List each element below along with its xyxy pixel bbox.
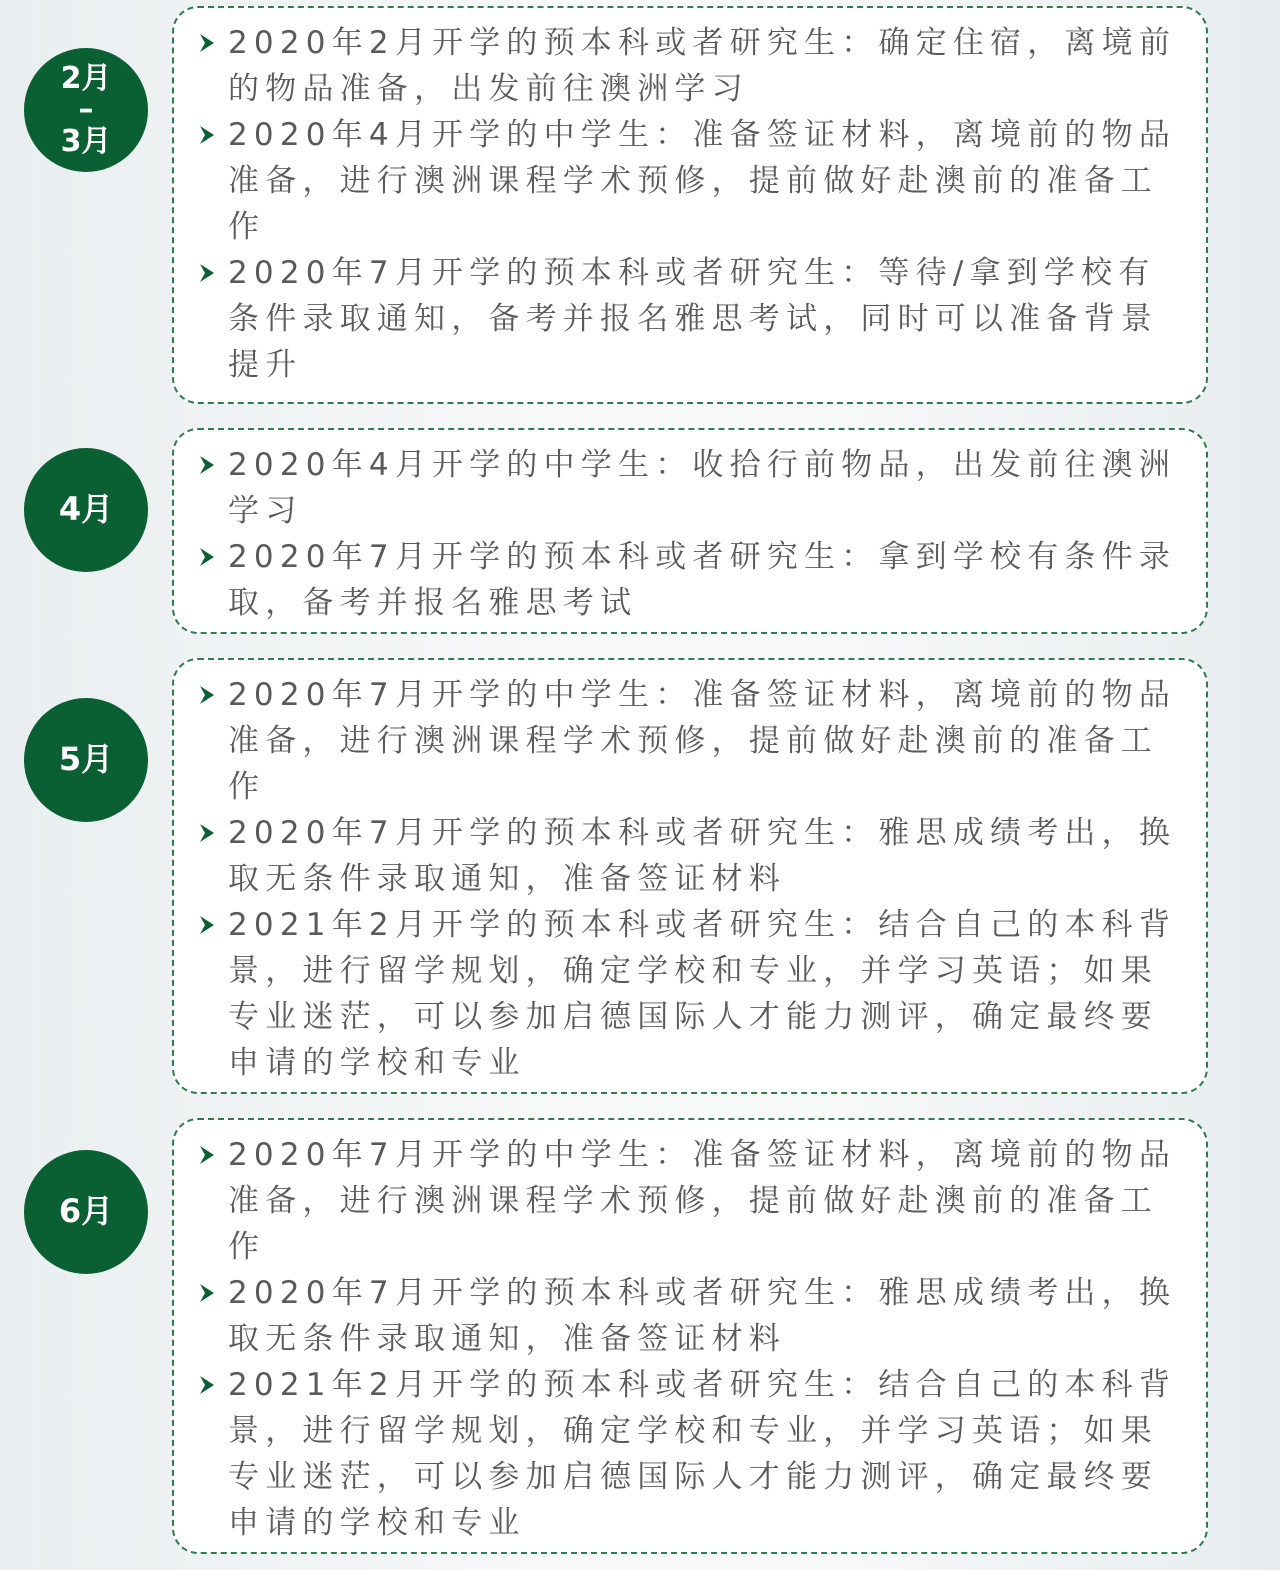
list-item-text: 2020年7月开学的预本科或者研究生：雅思成绩考出，换取无条件录取通知，准备签证材料	[228, 815, 1177, 897]
list-item	[198, 20, 1188, 112]
list-item	[198, 250, 1188, 388]
chevron-right-icon	[198, 1132, 222, 1178]
list-item-text: 2020年7月开学的预本科或者研究生：雅思成绩考出，换取无条件录取通知，准备签证材料	[228, 1275, 1177, 1357]
chevron-right-icon	[198, 442, 222, 488]
info-box	[172, 1118, 1208, 1554]
list-item	[198, 672, 1188, 810]
info-box	[172, 658, 1208, 1094]
info-box	[172, 6, 1208, 404]
info-box	[172, 428, 1208, 634]
chevron-right-icon	[198, 1362, 222, 1408]
chevron-right-icon	[198, 672, 222, 718]
list-item	[198, 534, 1188, 626]
list-item	[198, 442, 1188, 534]
list-item	[198, 902, 1188, 1086]
list-item-text: 2020年4月开学的中学生：准备签证材料，离境前的物品准备，进行澳洲课程学术预修，提前做好赴澳前的准备工作	[228, 117, 1177, 245]
list-item	[198, 1270, 1188, 1362]
list-item	[198, 112, 1188, 250]
chevron-right-icon	[198, 250, 222, 296]
list-item-text: 2020年7月开学的预本科或者研究生：等待/拿到学校有条件录取通知，备考并报名雅思考试，同时可以准备背景提升	[228, 255, 1158, 383]
list-item-text: 2020年2月开学的预本科或者研究生：确定住宿，离境前的物品准备，出发前往澳洲学习	[228, 25, 1177, 107]
month-badge: 5月	[24, 698, 148, 822]
list-item-text: 2021年2月开学的预本科或者研究生：结合自己的本科背景，进行留学规划，确定学校和专业，并学习英语；如果专业迷茫，可以参加启德国际人才能力测评，确定最终要申请的学校和专业	[228, 1367, 1177, 1541]
chevron-right-icon	[198, 112, 222, 158]
month-badge: 6月	[24, 1150, 148, 1274]
list-item-text: 2021年2月开学的预本科或者研究生：结合自己的本科背景，进行留学规划，确定学校和专业，并学习英语；如果专业迷茫，可以参加启德国际人才能力测评，确定最终要申请的学校和专业	[228, 907, 1177, 1081]
chevron-right-icon	[198, 1270, 222, 1316]
list-item-text: 2020年7月开学的预本科或者研究生：拿到学校有条件录取，备考并报名雅思考试	[228, 539, 1177, 621]
list-item-text: 2020年7月开学的中学生：准备签证材料，离境前的物品准备，进行澳洲课程学术预修，提前做好赴澳前的准备工作	[228, 677, 1177, 805]
chevron-right-icon	[198, 902, 222, 948]
list-item	[198, 810, 1188, 902]
list-item-text: 2020年7月开学的中学生：准备签证材料，离境前的物品准备，进行澳洲课程学术预修，提前做好赴澳前的准备工作	[228, 1137, 1177, 1265]
list-item	[198, 1132, 1188, 1270]
month-badge: 4月	[24, 448, 148, 572]
month-badge: 2月 – 3月	[24, 48, 148, 172]
chevron-right-icon	[198, 810, 222, 856]
list-item-text: 2020年4月开学的中学生：收拾行前物品，出发前往澳洲学习	[228, 447, 1177, 529]
chevron-right-icon	[198, 20, 222, 66]
list-item	[198, 1362, 1188, 1546]
chevron-right-icon	[198, 534, 222, 580]
